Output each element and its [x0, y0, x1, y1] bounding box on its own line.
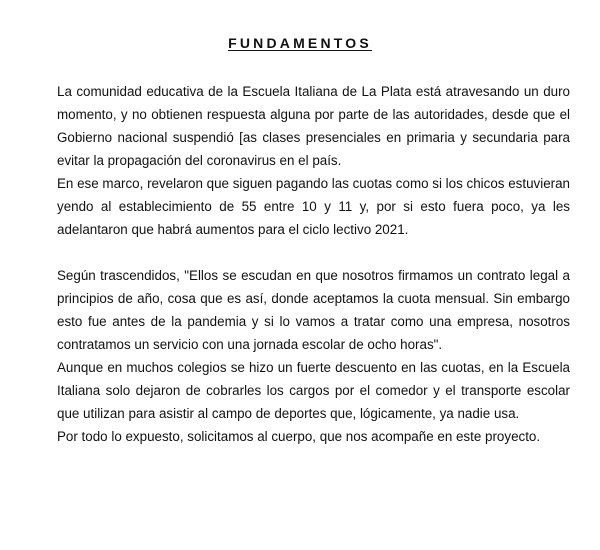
paragraph-5: Por todo lo expuesto, solicitamos al cuerpo, que nos acompañe en este proyecto.	[57, 429, 541, 444]
paragraph-2: En ese marco, revelaron que siguen pagando las cuotas como si los chicos estuvieran yendo al establecimiento de 55 entre 10 y 11 y, por si esto fuera poco, ya les adelantaron que habrá aumentos para el ciclo lectivo 2021.	[57, 176, 570, 237]
document-body	[57, 80, 570, 448]
paragraph-3: Según trascendidos, "Ellos se escudan en que nosotros firmamos un contrato legal a principios de año, cosa que es así, donde aceptamos la cuota mensual. Sin embargo esto fue antes de la pandemia y si lo vamos a tratar como una empresa, nosotros contratamos un servicio con una jornada escolar de ocho horas".	[57, 268, 570, 352]
paragraph-4: Aunque en muchos colegios se hizo un fuerte descuento en las cuotas, en la Escuela Italiana solo dejaron de cobrarles los cargos por el comedor y el transporte escolar que utilizan para asistir al campo de deportes que, lógicamente, ya nadie usa.	[57, 360, 570, 421]
paragraph-1: La comunidad educativa de la Escuela Italiana de La Plata está atravesando un duro momento, y no obtienen respuesta alguna por parte de las autoridades, desde que el Gobierno nacional suspendió [as clases presenciales en primaria y secundaria para evitar la propagación del coronavirus en el país.	[57, 84, 570, 168]
document-title: FUNDAMENTOS	[228, 35, 372, 51]
paragraph-spacer	[57, 241, 570, 264]
